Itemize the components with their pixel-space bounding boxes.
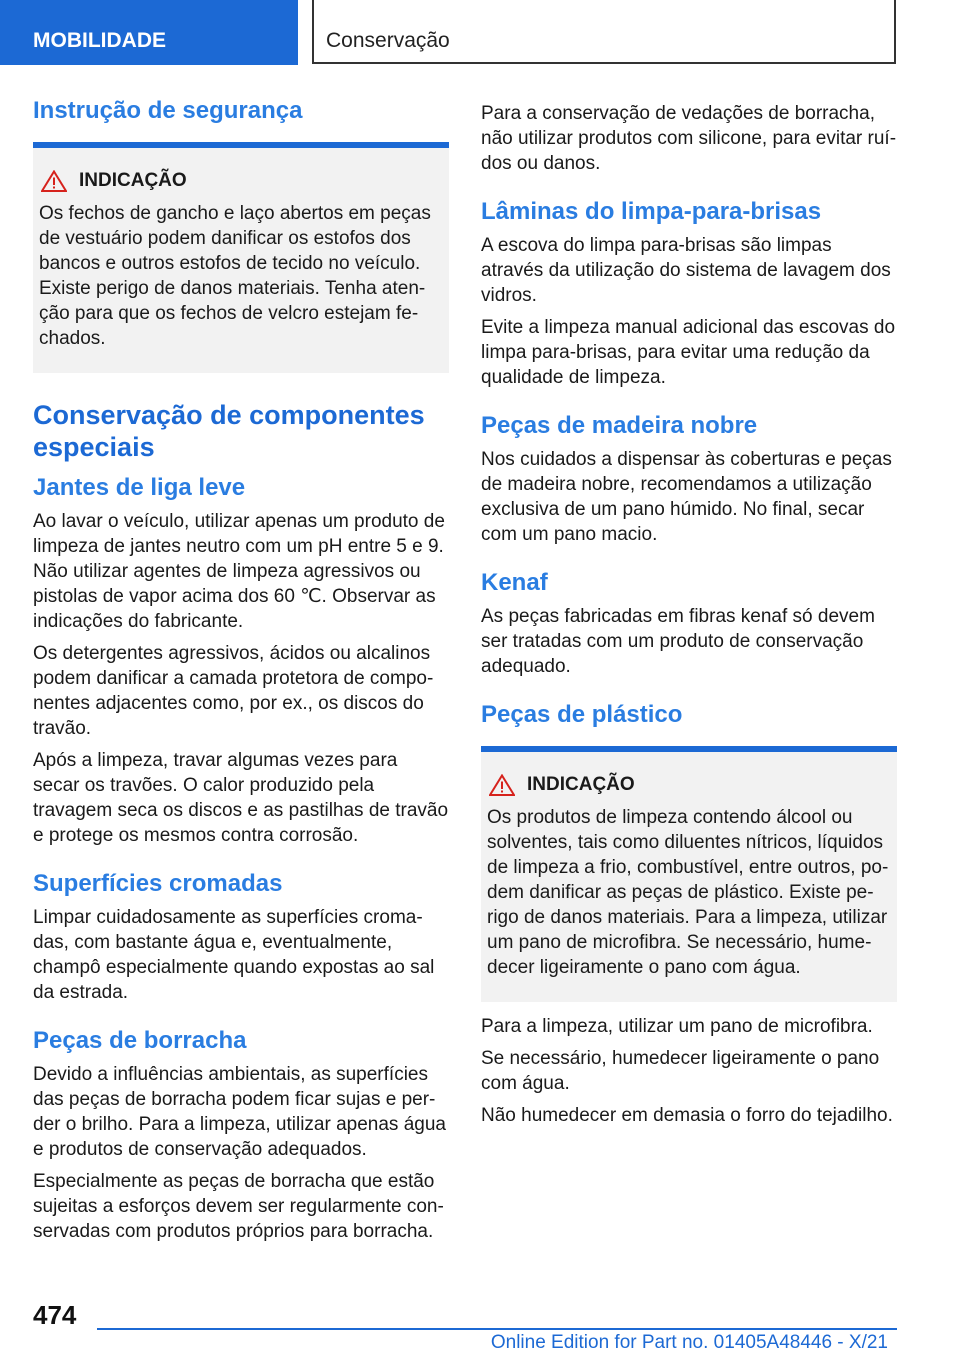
notice-text: Os fechos de gancho e laço abertos em peças de vestuário podem danificar os estofos dos bancos e outros estofos de tecido no veículo. Existe perigo de danos materiais. Tenha aten-ção para que os fechos de velcro estejam fe-chados. [39, 203, 431, 349]
plastic-paragraph-3: Não humedecer em demasia o forro do tejadilho. [481, 1105, 893, 1126]
left-column [33, 96, 449, 1251]
rubber-heading: Peças de borracha [33, 1027, 247, 1054]
section-tab: MOBILIDADE [0, 0, 298, 65]
wheels-paragraph-1: Ao lavar o veículo, utilizar apenas um produto de limpeza de jantes neutro com um pH entre 5 e 9. Não utilizar agentes de limpeza agressivos ou pistolas de vapor acima dos 60 ℃. Observar as indicações do fabricante. [33, 511, 445, 632]
right-column [481, 101, 897, 1135]
wood-paragraph-1: Nos cuidados a dispensar às coberturas e peças de madeira nobre, recomendamos a utilização exclusiva de um pano húmido. No final, secar com um pano macio. [481, 449, 892, 545]
chrome-paragraph-1: Limpar cuidadosamente as superfícies croma-das, com bastante água e, eventualmente, champô especialmente quando expostas ao sal da estrada. [33, 907, 435, 1003]
edition-footer: Online Edition for Part no. 01405A48446 - X/21 [490, 1332, 888, 1353]
notice-title-text: INDICAÇÃO [527, 774, 635, 795]
wheels-heading: Jantes de liga leve [33, 474, 246, 501]
safety-heading: Instrução de segurança [33, 97, 303, 124]
notice-text: Os produtos de limpeza contendo álcool ou solventes, tais como diluentes nítricos, líquidos de limpeza a frio, combustível, entre outros, po-dem danificar as peças de plástico. Existe pe-rigo de danos materiais. Para a limpeza, utilizar um pano de microfibra. Se necessário, hume-decer ligeiramente o pano com água. [487, 807, 889, 978]
notice-box [33, 142, 449, 373]
kenaf-heading: Kenaf [481, 569, 548, 596]
rubber-paragraph-2: Especialmente as peças de borracha que estão sujeitas a esforços devem ser regularmente con-servadas com produtos próprios para borracha. [33, 1171, 444, 1242]
wipers-paragraph-2: Evite a limpeza manual adicional das escovas do limpa para-brisas, para evitar uma redução da qualidade de limpeza. [481, 317, 896, 388]
plastic-paragraph-1: Para a limpeza, utilizar um pano de microfibra. [481, 1016, 873, 1037]
plastic-heading: Peças de plástico [481, 701, 683, 728]
wheels-paragraph-2: Os detergentes agressivos, ácidos ou alcalinos podem danificar a camada protetora de compo-nentes adjacentes como, por ex., os discos do travão. [33, 643, 434, 739]
kenaf-paragraph-1: As peças fabricadas em fibras kenaf só devem ser tratadas com um produto de conservação adequado. [481, 606, 875, 677]
notice-title-text: INDICAÇÃO [79, 170, 187, 191]
wipers-heading: Lâminas do limpa-para-brisas [481, 198, 822, 225]
page-number: 474 [33, 1300, 77, 1330]
rubber-paragraph-1: Devido a influências ambientais, as superfícies das peças de borracha podem ficar sujas e per-der o brilho. Para a limpeza, utilizar apenas água e produtos de conservação adequados. [33, 1064, 446, 1160]
rubber-paragraph-3: Para a conservação de vedações de borracha, não utilizar produtos com silicone, para evitar ruí-dos ou danos. [481, 103, 897, 174]
plastic-paragraph-2: Se necessário, humedecer ligeiramente o pano com água. [481, 1048, 880, 1094]
wipers-paragraph-1: A escova do limpa para-brisas são limpas através da utilização do sistema de lavagem dos vidros. [481, 235, 891, 306]
chapter-title: Conservação [312, 0, 896, 64]
wheels-paragraph-3: Após a limpeza, travar algumas vezes para secar os travões. O calor produzido pela travagem seca os discos e as pastilhas de travão e protege os mesmos contra corrosão. [33, 750, 449, 846]
main-heading: Conservação de componentes especiais [33, 400, 425, 462]
notice-title [487, 772, 891, 797]
warning-icon [41, 170, 67, 192]
warning-icon [489, 774, 515, 796]
footer-divider [97, 1328, 897, 1330]
chrome-heading: Superfícies cromadas [33, 870, 283, 897]
notice-box [481, 746, 897, 1002]
notice-title [39, 168, 443, 193]
wood-heading: Peças de madeira nobre [481, 412, 758, 439]
